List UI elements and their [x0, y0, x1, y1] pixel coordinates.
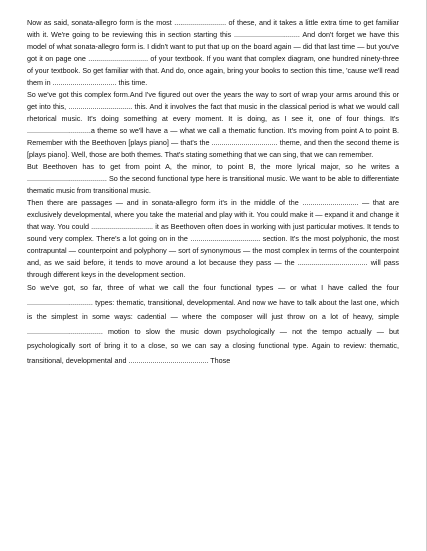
document-body [27, 17, 399, 368]
paragraph-development: Then there are passages — and in sonata-allegro form it's in the middle of the ............................ — that are exclusively developmental, where you take the material and play with it. You could make it — expand it and change it that way. You could ............................... it as Beethoven often does in working with just particular motives. It tends to sound very complex. There's a lot going on in the ................................... section. It's the most polyphonic, the most contrapuntal — counterpoint and polyphony — sort of synonymous — the most complex in terms of the counterpoint and, as we said before, it tends to move around a lot because they pass — the ................................... will pass through different keys in the development section. [27, 198, 399, 279]
paragraph-transition: But Beethoven has to get from point A, the minor, to point B, the more lyrical major, so he writes a ........................................ So the second functional type here is transitional music. We want to be able to differentiate thematic music from transitional music. [27, 162, 399, 195]
paragraph-sonata-form: Now as said, sonata-allegro form is the most .......................... of these, and it takes a little extra time to get familiar with it. We're going to be reviewing this in section starting this ................................. And don't forget we have this model of what sonata-allegro form is. I didn't want to put that up on the board again — did that last time — but you've got it on page one .............................. of your textbook. If you want that complex diagram, one hundred ninety-three of your textbook. So get familiar with that. And do, once again, bring your books to section this time, 'cause we'll read them in ................................ this time. [27, 18, 399, 87]
paragraph-functional-types: So we've got, so far, three of what we call the four functional types — or what I have called the four ................................. types: thematic, transitional, developmental. And now we have to talk about the last one, which is the simplest in some ways: cadential — where the composer will just throw on a lot of heavy, simple ...................................... motion to slow the music down psychologically — not the tempo actually — but psychologically sort of bring it to a close, so we can say a closing functional type. Again to review: thematic, transitional, developmental and ........................................ Those [27, 283, 399, 365]
paragraph-complex-form: So we've got this complex form.And I've figured out over the years the way to sort of wrap your arms around this or get into this, ................................ this. And it involves the fact that music in the classical period is what we would call rhetorical music. It's doing something at every moment. It is doing, as I see it, one of four things. It's ................................a theme so we'll have a — what we call a thematic function. It's moving from point A to point B. Remember with the Beethoven [plays piano] — that's the ................................. theme, and then the second theme is [plays piano]. Well, those are both themes. That's stating something that we can sing, that we can remember. [27, 90, 399, 159]
